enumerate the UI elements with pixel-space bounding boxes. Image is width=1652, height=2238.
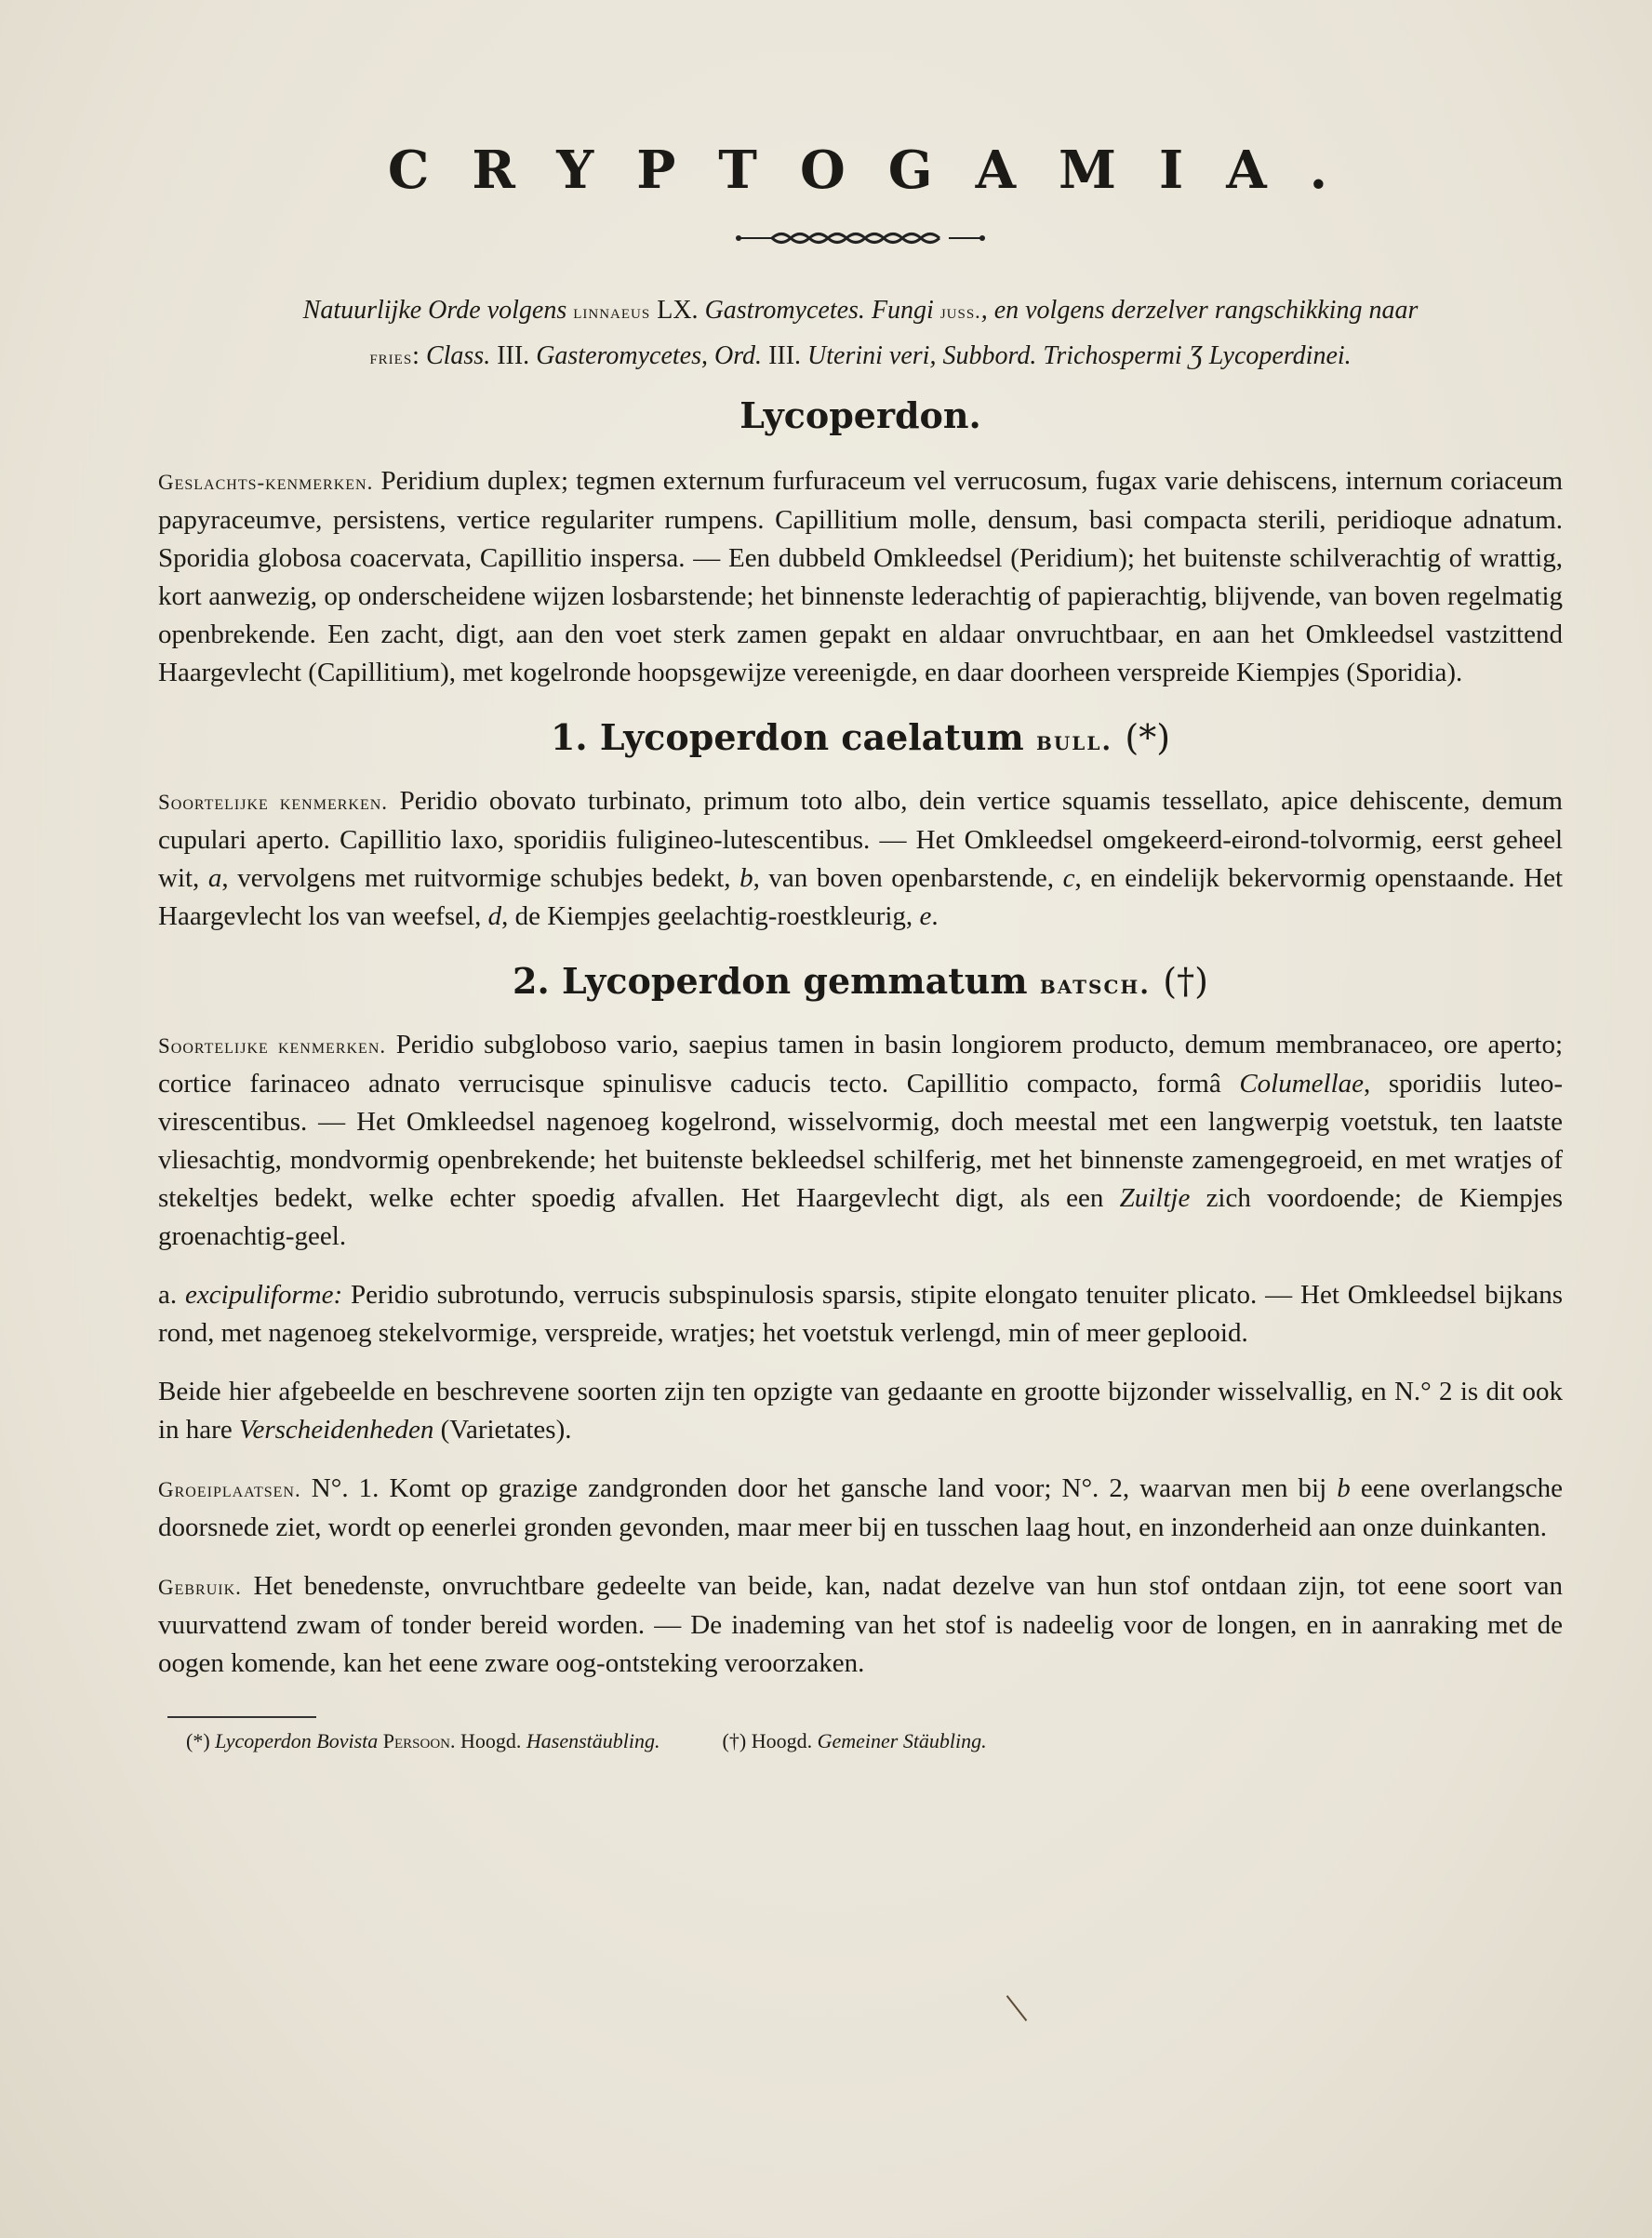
species-name: 2. Lycoperdon gemmatum [513,960,1028,1002]
footnote-marker: (†) [1163,961,1208,1002]
paragraph-text: Peridio subrotundo, verrucis subspinulosis sparsis, stipite elongato tenuiter plicato. — Het Omkleedsel bijkans rond, met nagenoeg stekelvormige, verspreide, wratjes; het voetstuk verlengd, min of meer geplooid. [158,1280,1563,1348]
section-label: Gebruik. [158,1576,242,1599]
species-characters-1 [158,782,1563,936]
italic-term: Zuiltje [1119,1183,1191,1213]
section-label: Soortelijke kenmerken. [158,1034,387,1058]
classification-text: III. [497,341,530,370]
footnote-text: Hasenstäubling. [526,1729,660,1752]
paragraph-text: , vervolgens met ruitvormige schubjes bedekt, [221,863,731,893]
footnote-text: Gemeiner Stäubling. [817,1729,987,1752]
classification-text: Gasteromycetes, Ord. [536,341,763,370]
footnote-marker: (*) [186,1729,210,1752]
figure-ref: e [919,901,932,931]
figure-ref: b [1337,1473,1351,1503]
figure-ref: b [739,863,753,893]
footnote-marker: (*) [1125,717,1171,758]
italic-term: Columellae [1239,1069,1365,1099]
section-label: Groeiplaatsen. [158,1478,301,1501]
footnote-text: Lycoperdon Bovista [215,1729,379,1752]
species-author: bull. [1035,726,1113,756]
paragraph-text: Beide hier afgebeelde en beschrevene soorten zijn ten opzigte van gedaante en grootte bijzonder wisselvallig, en N.° 2 is dit ook in hare [158,1377,1563,1445]
footnote-rule [167,1716,316,1718]
footnotes [158,1727,1563,1755]
page-content [158,140,1563,1755]
paragraph-text: eene overlangsche doorsnede ziet, wordt op eenerlei gronden gevonden, maar meer bij en tusschen laag hout, en inzonderheid aan onze duinkanten. [158,1473,1564,1542]
ornament-divider [735,227,986,249]
paragraph-text: . [931,901,939,931]
footnote-text: Hoogd. [751,1729,813,1752]
footnote-author: Persoon. [382,1729,456,1752]
paragraph-text: N°. 1. Komt op grazige zandgronden door het gansche land voor; N°. 2, waarvan men bij [311,1473,1327,1503]
classification-text: , en volgens derzelver rangschikking naar [980,296,1419,325]
figure-ref: c [1062,863,1075,893]
paragraph-text: Het benedenste, onvruchtbare gedeelte van beide, kan, nadat dezelve van hun stof ontdaan zijn, tot eene soort van vuurvattend zwam of tonder bereid worden. — De inademing van het stof is nadeelig voor de longen, en in aanraking met de oogen komende, kan het eene zware oog-ontsteking veroorzaken. [158,1571,1564,1678]
author-jussieu: juss. [939,300,981,323]
use-paragraph [158,1567,1563,1683]
species-heading-1 [158,716,1563,758]
remark-paragraph [158,1373,1563,1449]
footnote-text: Hoogd. [460,1729,522,1752]
genus-characters [158,462,1563,692]
variety-description [158,1276,1563,1352]
classification-text: LX. [657,296,699,325]
figure-ref: a [207,863,222,893]
paragraph-text: Peridium duplex; tegmen externum furfuraceum vel verrucosum, fugax varie dehiscens, internum coriaceum papyraceumve, persistens, vertice regulariter rumpens. Capillitium molle, densum, basi compacta sterili, peridioque adnatum. Sporidia globosa coacervata, Capillitio inspersa. — Een dubbeld Omkleedsel (Peridium); het buitenste schilverachtig of wrattig, kort aanwezig, op onderscheidene wijzen losbarstende; het binnenste lederachtig of papierachtig, blijvende, van boven regelmatig openbrekende. Een zacht, digt, aan den voet sterk zamen gepakt en aldaar onvruchtbaar, en aan het Omkleedsel vastzittend Haargevlecht (Capillitium), met kogelronde hoopsgewijze vereenigde, en daar doorheen verspreide Kiempjes (Sporidia). [158,466,1563,687]
figure-ref: d [487,901,502,931]
italic-term: Verscheidenheden [238,1415,434,1445]
paragraph-text: Peridio subgloboso vario, saepius tamen in basin longiorem producto, demum membranaceo, ore aperto; cortice farinaceo adnato verrucisque spinulisve caducis tecto. Capillitio compacto, formâ [158,1030,1564,1099]
classification-text: Fungi [871,296,934,325]
habitat-paragraph [158,1470,1563,1547]
species-characters-2 [158,1026,1563,1256]
paragraph-text: , en eindelijk bekervormig openstaande. Het Haargevlecht los van weefsel, [158,863,1564,931]
pencil-mark [1006,1995,1028,2021]
section-label: Soortelijke kenmerken. [158,791,389,814]
paragraph-text: , van boven openbarstende, [753,863,1055,893]
variety-name: excipuliforme: [185,1280,343,1310]
paragraph-text: zich voordoende; de Kiempjes groenachtig-geel. [158,1183,1564,1251]
author-linnaeus: linnaeus [573,300,651,323]
paragraph-text: , de Kiempjes geelachtig-roestkleurig, [501,901,913,931]
section-label: Geslachts-kenmerken. [158,471,374,494]
classification-text: : [412,341,420,370]
paragraph-text: , sporidiis luteo-virescentibus. — Het Omkleedsel nagenoeg kogelrond, wisselvormig, doch meestal met een langwerpig voetstuk, ten laatste vliesachtig, mondvormig openbrekende; het buitenste bekleedsel schilferig, met het binnenste zamengegroeid, en met wratjes of stekeltjes bedekt, welke echter spoedig afvallen. Het Haargevlecht digt, als een [158,1069,1564,1213]
classification-text: III. [768,341,802,370]
classification-text: Uterini veri, Subbord. Trichospermi Ʒ Lycoperdinei. [807,341,1352,370]
classification-text: Class. [425,341,491,370]
variety-label: a. [158,1280,178,1310]
paragraph-text: Peridio obovato turbinato, primum toto albo, dein vertice squamis tessellato, apice dehiscente, demum cupulari aperto. Capillitio laxo, sporidiis fuligineo-lutescentibus. — Het Omkleedsel omgekeerd-eirond-tolvormig, eerst geheel wit, [158,786,1563,893]
species-name: 1. Lycoperdon caelatum [550,716,1024,758]
classification-note [158,288,1563,380]
species-heading-2 [158,960,1563,1002]
genus-heading: Lycoperdon. [739,394,981,436]
classification-text: Gastromycetes. [704,296,865,325]
paragraph-text: (Varietates). [440,1415,572,1445]
footnote-marker: (†) [722,1729,747,1752]
classification-text: Natuurlijke Orde volgens [302,296,567,325]
author-fries: fries [369,345,413,368]
species-author: batsch. [1039,969,1152,1000]
page-title: CRYPTOGAMIA. [387,140,1371,201]
